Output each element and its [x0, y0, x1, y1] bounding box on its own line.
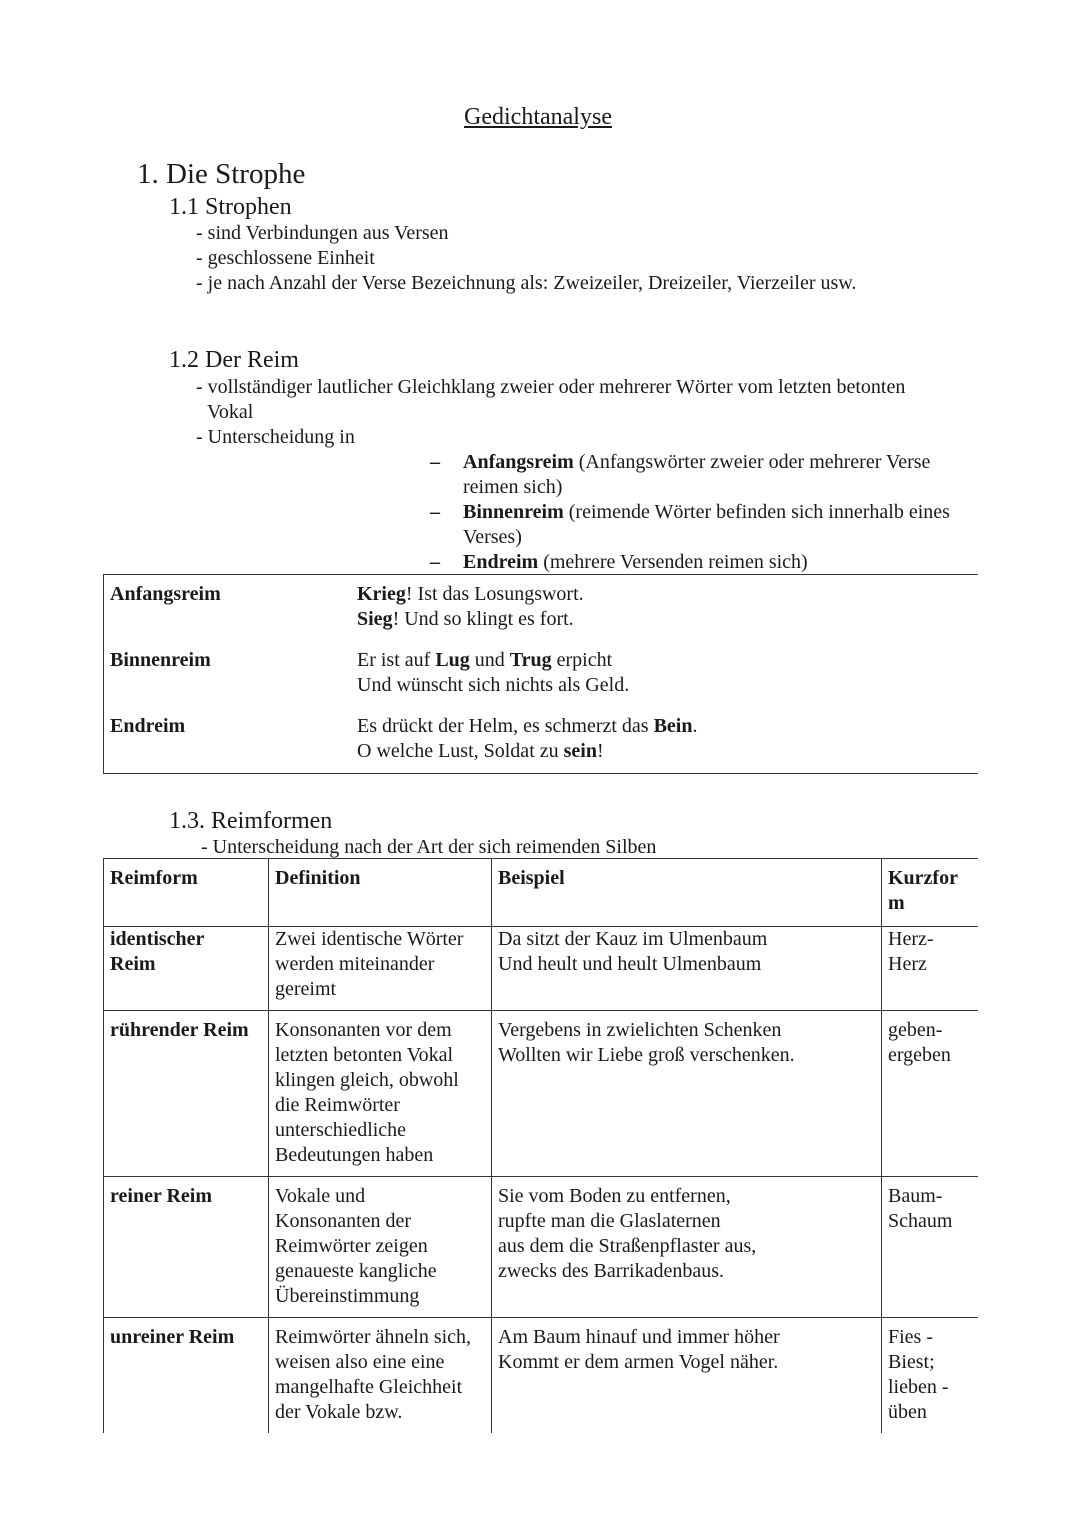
page-title: Gedichtanalyse	[464, 104, 612, 130]
reim-type-desc: (mehrere Versenden reimen sich)	[538, 551, 808, 573]
table-row	[104, 575, 979, 642]
example-label: Endreim	[110, 715, 186, 737]
reimform-cell: identischer Reim	[104, 927, 269, 1011]
reim-type-desc: (reimende Wörter befinden sich innerhalb eines Verses)	[463, 501, 950, 548]
reimform-cell: reiner Reim	[104, 1177, 269, 1318]
reimform-cell: rührender Reim	[104, 1011, 269, 1177]
reim-type-term: Anfangsreim	[463, 451, 574, 473]
example-verse: Er ist auf Lug und Trug erpicht Und wünscht sich nichts als Geld.	[357, 649, 630, 696]
reim-type-term: Endreim	[463, 551, 539, 573]
reimformen-table	[103, 858, 978, 1433]
strophen-line-1: - sind Verbindungen aus Versen	[196, 222, 449, 244]
example-cell: Da sitzt der Kauz im Ulmenbaum Und heult und heult Ulmenbaum	[492, 927, 882, 1011]
short-form-cell: geben- ergeben	[882, 1011, 979, 1177]
reimformen-subline: - Unterscheidung nach der Art der sich reimenden Silben	[201, 836, 657, 858]
example-cell: Vergebens in zwielichten Schenken Wollten wir Liebe groß verschenken.	[492, 1011, 882, 1177]
reim-examples-table	[103, 574, 978, 774]
subsection-heading-reimformen: 1.3. Reimformen	[169, 808, 333, 834]
table-row	[104, 1011, 979, 1177]
reim-unterscheidung: - Unterscheidung in	[196, 426, 355, 448]
example-label: Anfangsreim	[110, 583, 221, 605]
strophen-line-2: - geschlossene Einheit	[196, 247, 375, 269]
column-header: Kurzfor m	[882, 859, 979, 927]
example-verse: Krieg! Ist das Losungswort. Sieg! Und so klingt es fort.	[357, 583, 584, 630]
reim-type-item	[430, 500, 990, 550]
reim-type-term: Binnenreim	[463, 501, 564, 523]
example-cell: Sie vom Boden zu entfernen, rupfte man die Glaslaternen aus dem die Straßenpflaster aus, zwecks des Barrikadenbaus.	[492, 1177, 882, 1318]
definition-cell: Reimwörter ähneln sich, weisen also eine eine mangelhafte Gleichheit der Vokale bzw.	[269, 1318, 492, 1434]
subsection-heading-strophen: 1.1 Strophen	[169, 194, 292, 220]
definition-cell: Zwei identische Wörter werden miteinander gereimt	[269, 927, 492, 1011]
reim-type-desc: (Anfangswörter zweier oder mehrerer Verse reimen sich)	[463, 451, 931, 498]
column-header: Reimform	[104, 859, 269, 927]
subsection-heading-reim: 1.2 Der Reim	[169, 347, 299, 373]
reim-definition-line-1: - vollständiger lautlicher Gleichklang zweier oder mehrerer Wörter vom letzten betonten	[196, 376, 906, 398]
strophen-line-3: - je nach Anzahl der Verse Bezeichnung als: Zweizeiler, Dreizeiler, Vierzeiler usw.	[196, 272, 857, 294]
short-form-cell: Baum- Schaum	[882, 1177, 979, 1318]
definition-cell: Konsonanten vor dem letzten betonten Vokal klingen gleich, obwohl die Reimwörter unterschiedliche Bedeutungen haben	[269, 1011, 492, 1177]
short-form-cell: Fies - Biest; lieben - üben	[888, 1326, 949, 1423]
example-verse: Es drückt der Helm, es schmerzt das Bein. O welche Lust, Soldat zu sein!	[357, 715, 698, 762]
section-heading-strophe: 1. Die Strophe	[137, 158, 306, 190]
column-header: Definition	[269, 859, 492, 927]
example-cell: Am Baum hinauf und immer höher Kommt er dem armen Vogel näher.	[492, 1318, 882, 1434]
reim-type-item	[430, 550, 990, 575]
table-row	[104, 707, 979, 774]
table-header-row	[104, 859, 979, 927]
definition-cell: Vokale und Konsonanten der Reimwörter zeigen genaueste kangliche Übereinstimmung	[269, 1177, 492, 1318]
column-header: Beispiel	[492, 859, 882, 927]
short-form-cell: Herz- Herz	[882, 927, 979, 1011]
reim-types-list	[430, 450, 990, 575]
table-row	[104, 641, 979, 707]
reim-type-item	[430, 450, 990, 500]
reim-definition-line-2: Vokal	[207, 401, 254, 423]
reimform-cell: unreiner Reim	[104, 1318, 269, 1434]
table-row	[104, 1318, 979, 1434]
table-row	[104, 927, 979, 1011]
example-label: Binnenreim	[110, 649, 211, 671]
table-row	[104, 1177, 979, 1318]
